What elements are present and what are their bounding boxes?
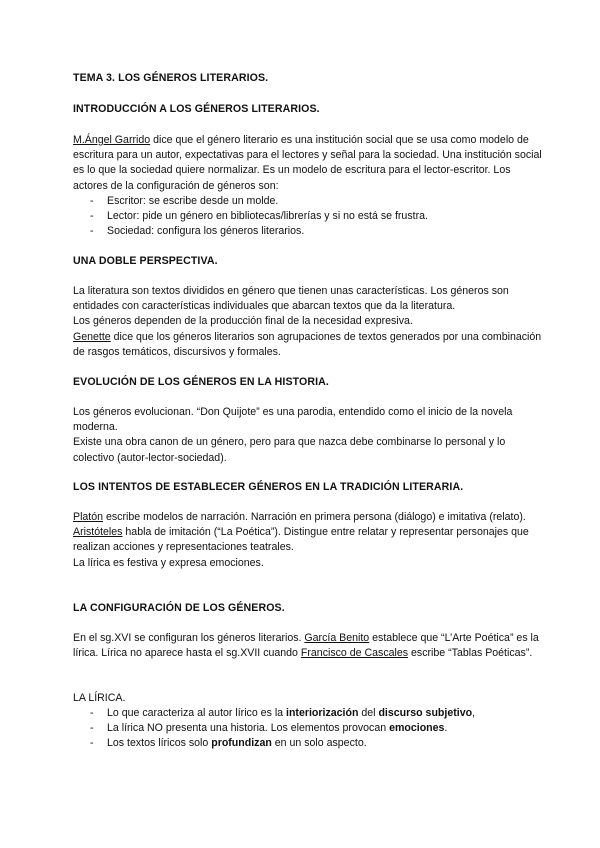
paragraph-genette: Genette dice que los géneros literarios son agrupaciones de textos generados por una combinación de rasgos temáticos, discursivos y formales. (73, 330, 542, 358)
document-title: TEMA 3. LOS GÉNEROS LITERARIOS. (73, 72, 269, 84)
paragraph-aristoteles: Aristóteles habla de imitación (“La Poética”). Distingue entre relatar y representar personajes que realizan acciones y representaciones teatrales. (73, 526, 529, 554)
list-item: - Lo que caracteriza al autor lírico es la interiorización del discurso subjetivo, (90, 707, 476, 719)
list-item: - Sociedad: configura los géneros literarios. (90, 225, 305, 238)
lirica-list (73, 706, 543, 752)
heading-intentos: LOS INTENTOS DE ESTABLECER GÉNEROS EN LA TRADICIÓN LITERARIA. (73, 481, 464, 493)
paragraph-configuracion: En el sg.XVI se configuran los géneros literarios. García Benito establece que “L’Arte Poética” es la lírica. Lírica no aparece hasta el sg.XVII cuando Francisco de Cascales escribe “Tablas Poéticas”. (73, 632, 539, 660)
paragraph: Existe una obra canon de un género, pero para que nazca debe combinarse lo personal y lo colectivo (autor-lector-sociedad). (73, 436, 506, 464)
list-item: - Escritor: se escribe desde un molde. (90, 194, 279, 207)
section-configuracion (73, 631, 543, 661)
paragraph-platon: Platón escribe modelos de narración. Narración en primera persona (diálogo) e imitativa (relato). (73, 511, 526, 523)
section-lirica (73, 706, 543, 752)
heading-evolucion: EVOLUCIÓN DE LOS GÉNEROS EN LA HISTORIA. (73, 376, 329, 388)
paragraph: Los géneros evolucionan. “Don Quijote” es una parodia, entendido como el inicio de la novela moderna. (73, 406, 513, 434)
author-cascales: Francisco de Cascales (300, 647, 409, 660)
heading-lirica: LA LÍRICA. (73, 692, 126, 704)
list-item: - La lírica NO presenta una historia. Los elementos provocan emociones. (90, 722, 448, 735)
author-garrido: M.Ángel Garrido (73, 134, 151, 146)
section-introduccion (73, 133, 543, 239)
paragraph-garrido: M.Ángel Garrido dice que el género literario es una institución social que se usa como modelo de escritura para un autor, expectativas para el lectores y señal para la sociedad. Una institución social es lo que la sociedad quiere normalizar. Es un modelo de escritura para el lector-escritor. Los actores de la configuración de géneros son: (73, 134, 542, 192)
heading-doble-perspectiva: UNA DOBLE PERSPECTIVA. (73, 255, 218, 267)
list-item: - Los textos líricos solo profundizan en un solo aspecto. (90, 737, 367, 750)
heading-introduccion: INTRODUCCIÓN A LOS GÉNEROS LITERARIOS. (73, 103, 320, 115)
author-platon: Platón (73, 511, 104, 523)
section-evolucion (73, 405, 543, 466)
heading-configuracion: LA CONFIGURACIÓN DE LOS GÉNEROS. (73, 602, 285, 614)
author-aristoteles: Aristóteles (73, 526, 123, 539)
author-garcia-benito: García Benito (304, 632, 370, 644)
paragraph: La literatura son textos divididos en género que tienen unas características. Los géneros son entidades con características individuales que abarcan textos que da la literatura. (73, 285, 509, 313)
list-item: - Lector: pide un género en bibliotecas/librerías y si no está se frustra. (90, 210, 428, 223)
actors-list (73, 194, 543, 240)
section-intentos (73, 510, 543, 571)
author-genette: Genette (73, 330, 111, 343)
section-doble-perspectiva (73, 284, 543, 360)
paragraph: La lírica es festiva y expresa emociones. (73, 556, 264, 569)
paragraph: Los géneros dependen de la producción final de la necesidad expresiva. (73, 315, 413, 328)
